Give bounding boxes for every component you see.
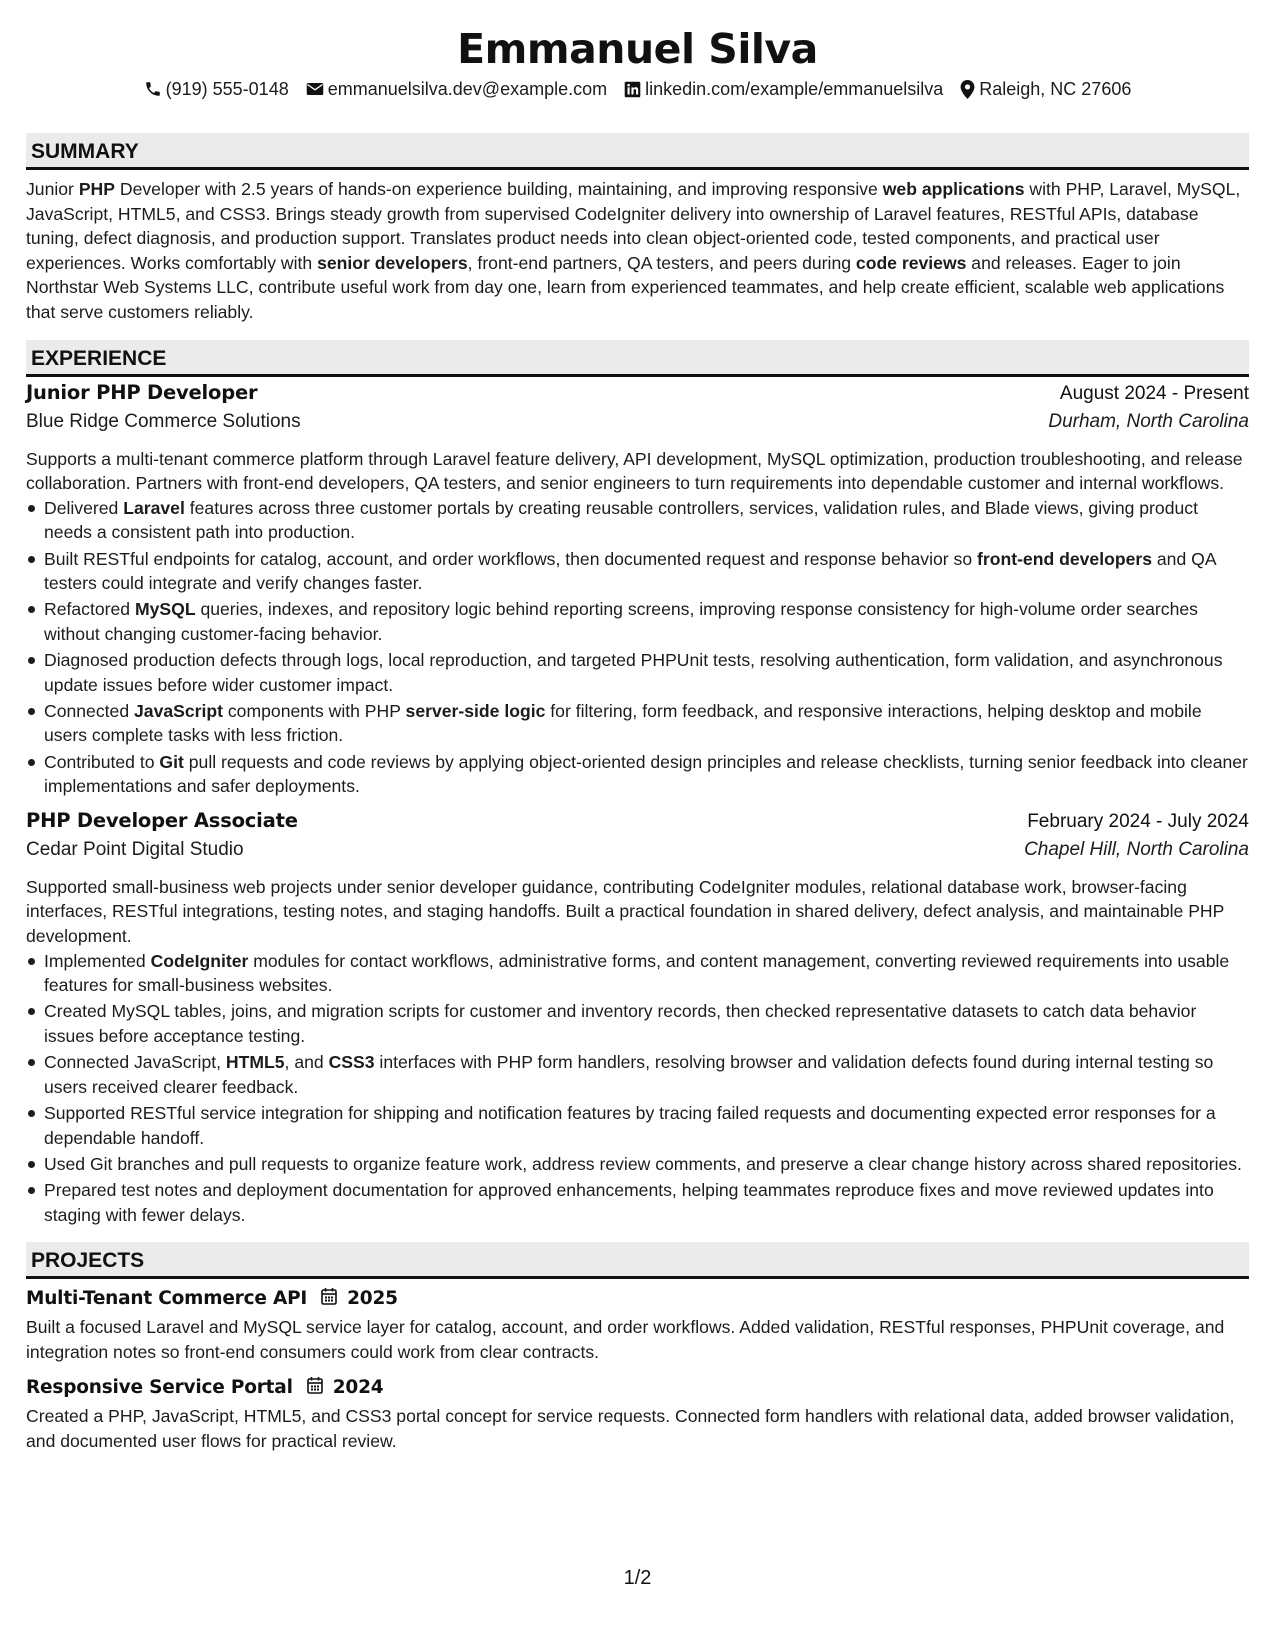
job-company-row bbox=[26, 411, 1249, 442]
project-entry bbox=[26, 1374, 1249, 1453]
text-run: Created MySQL tables, joins, and migration scripts for customer and inventory records, then checked representative datasets to catch data behavior issues before acceptance testing. bbox=[44, 1001, 1197, 1046]
email-link[interactable]: emmanuelsilva.dev@example.com bbox=[327, 79, 608, 99]
emphasized-text: front-end developers bbox=[977, 548, 1152, 569]
job-entry bbox=[26, 381, 1249, 799]
project-title-row bbox=[26, 1285, 1249, 1312]
text-run: Delivered bbox=[44, 497, 124, 518]
job-title: PHP Developer Associate bbox=[26, 808, 298, 832]
emphasized-text: web applications bbox=[882, 179, 1025, 199]
text-run: Junior bbox=[26, 179, 79, 199]
project-year: 2025 bbox=[347, 1288, 398, 1310]
project-entry bbox=[26, 1285, 1249, 1364]
section-header-experience: EXPERIENCE bbox=[26, 340, 1249, 377]
project-year-group bbox=[307, 1376, 384, 1399]
bullet-item bbox=[26, 547, 1249, 596]
phone-icon bbox=[144, 80, 162, 98]
emphasized-text: server-side logic bbox=[405, 700, 546, 721]
section-header-summary: SUMMARY bbox=[26, 133, 1249, 170]
bullet-item bbox=[26, 496, 1249, 545]
phone-text: (919) 555-0148 bbox=[165, 79, 289, 99]
text-run: pull requests and code reviews by applying object-oriented design principles and release checklists, turning senior feedback into cleaner implementations and safer deployments. bbox=[44, 751, 1248, 797]
job-dates: August 2024 - Present bbox=[1059, 382, 1249, 404]
job-dates: February 2024 - July 2024 bbox=[1027, 810, 1249, 832]
summary-text bbox=[26, 177, 1249, 325]
emphasized-text: PHP bbox=[78, 179, 115, 199]
project-year: 2024 bbox=[332, 1377, 384, 1399]
text-run: Contributed to bbox=[44, 751, 160, 772]
project-description: Created a PHP, JavaScript, HTML5, and CSS3 portal concept for service requests. Connected form handlers with relational data, added browser validation, and documented user flows for practical review. bbox=[26, 1406, 1235, 1451]
resume-page bbox=[26, 0, 1249, 1454]
emphasized-text: senior developers bbox=[317, 252, 468, 273]
candidate-name: Emmanuel Silva bbox=[457, 25, 818, 73]
contact-phone bbox=[144, 77, 289, 101]
bullet-item bbox=[26, 1101, 1249, 1150]
bullet-item bbox=[26, 999, 1249, 1048]
text-run: and releases. Eager to join Northstar Web Systems LLC, contribute useful work from day one, learn from experienced teammates, and help create efficient, scalable web applications that serve customers reliably. bbox=[26, 252, 1225, 322]
calendar-icon bbox=[321, 1287, 337, 1310]
contact-location bbox=[960, 77, 1131, 101]
text-run: Diagnosed production defects through logs, local reproduction, and targeted PHPUnit tests, resolving authentication, form validation, and asynchronous update issues before wider customer impact. bbox=[44, 650, 1223, 695]
job-title: Junior PHP Developer bbox=[26, 380, 258, 404]
map-pin-icon bbox=[960, 80, 975, 99]
project-name: Responsive Service Portal bbox=[26, 1377, 293, 1399]
job-description: Supports a multi-tenant commerce platform through Laravel feature delivery, API development, MySQL optimization, production troubleshooting, and release collaboration. Partners with front-end developers, QA testers, and senior engineers to turn requirements into dependable customer and internal workflows. bbox=[26, 448, 1243, 494]
emphasized-text: MySQL bbox=[134, 599, 196, 620]
text-run: Implemented bbox=[44, 950, 151, 971]
emphasized-text: Laravel bbox=[123, 497, 185, 518]
contact-linkedin[interactable] bbox=[624, 77, 943, 101]
location-text: Raleigh, NC 27606 bbox=[979, 79, 1132, 99]
job-title-row bbox=[26, 809, 1249, 839]
page-number: 1/2 bbox=[623, 1567, 652, 1589]
emphasized-text: JavaScript bbox=[134, 700, 223, 721]
linkedin-link[interactable]: linkedin.com/example/emmanuelsilva bbox=[645, 79, 944, 99]
text-run: Prepared test notes and deployment documentation for approved enhancements, helping teammates reproduce fixes and move reviewed updates into staging with fewer delays. bbox=[44, 1179, 1214, 1225]
job-bullets bbox=[26, 496, 1249, 799]
text-run: interfaces with PHP form handlers, resolving browser and validation defects found during internal testing so users received clearer feedback. bbox=[44, 1052, 1214, 1097]
project-name: Multi-Tenant Commerce API bbox=[26, 1288, 308, 1310]
job-description: Supported small-business web projects under senior developer guidance, contributing CodeIgniter modules, relational database work, browser-facing interfaces, RESTful integrations, testing notes, and staging handoffs. Built a practical foundation in shared delivery, defect analysis, and maintainable PHP development. bbox=[26, 876, 1225, 947]
text-run: , and bbox=[284, 1052, 329, 1073]
text-run: , front-end partners, QA testers, and peers during bbox=[467, 252, 856, 273]
emphasized-text: CodeIgniter bbox=[150, 950, 249, 971]
emphasized-text: code reviews bbox=[855, 252, 967, 273]
text-run: Refactored bbox=[44, 599, 135, 620]
text-run: Connected JavaScript, bbox=[44, 1052, 226, 1073]
text-run: Supported RESTful service integration for shipping and notification features by tracing failed requests and documenting expected error responses for a dependable handoff. bbox=[44, 1102, 1216, 1148]
text-run: Developer with 2.5 years of hands-on experience building, maintaining, and improving responsive bbox=[115, 179, 883, 199]
envelope-icon bbox=[306, 81, 324, 97]
contact-email[interactable] bbox=[306, 77, 607, 101]
bullet-item bbox=[26, 699, 1249, 748]
text-run: with PHP, Laravel, MySQL, JavaScript, HTML5, and CSS3. Brings steady growth from supervised CodeIgniter delivery into ownership of Laravel features, RESTful APIs, database tuning, defect diagnosis, and production support. Translates product needs into clean object-oriented code, tested components, and practical user experiences. Works comfortably with bbox=[26, 179, 1241, 273]
calendar-icon bbox=[307, 1376, 323, 1399]
project-title-row bbox=[26, 1374, 1249, 1401]
job-company-row bbox=[26, 839, 1249, 870]
bullet-item bbox=[26, 1050, 1249, 1099]
section-header-projects: PROJECTS bbox=[26, 1242, 1249, 1279]
text-run: and QA testers could integrate and verify changes faster. bbox=[44, 548, 1216, 594]
job-location: Durham, North Carolina bbox=[1048, 410, 1249, 432]
project-description: Built a focused Laravel and MySQL service layer for catalog, account, and order workflows. Added validation, RESTful responses, PHPUnit coverage, and integration notes so front-end consumers could work from clear contracts. bbox=[26, 1317, 1225, 1362]
text-run: for filtering, form feedback, and responsive interactions, helping desktop and mobile users complete tasks with less friction. bbox=[44, 700, 1202, 746]
text-run: components with PHP bbox=[223, 700, 406, 721]
bullet-item bbox=[26, 1178, 1249, 1227]
contact-row bbox=[26, 77, 1249, 101]
text-run: queries, indexes, and repository logic behind reporting screens, improving response consistency for high-volume order searches without changing customer-facing behavior. bbox=[44, 599, 1198, 644]
text-run: Built RESTful endpoints for catalog, account, and order workflows, then documented request and response behavior so bbox=[44, 548, 978, 569]
emphasized-text: Git bbox=[159, 751, 184, 772]
job-title-row bbox=[26, 381, 1249, 411]
text-run: features across three customer portals by creating reusable controllers, services, validation rules, and Blade views, giving product needs a consistent path into production. bbox=[44, 497, 1198, 543]
bullet-item bbox=[26, 1152, 1249, 1177]
bullet-item bbox=[26, 949, 1249, 998]
job-company: Cedar Point Digital Studio bbox=[26, 838, 244, 860]
linkedin-icon bbox=[624, 81, 641, 98]
emphasized-text: HTML5 bbox=[225, 1052, 285, 1073]
job-company: Blue Ridge Commerce Solutions bbox=[26, 410, 301, 432]
text-run: Connected bbox=[44, 700, 134, 721]
bullet-item bbox=[26, 597, 1249, 646]
emphasized-text: CSS3 bbox=[328, 1052, 375, 1073]
job-location: Chapel Hill, North Carolina bbox=[1024, 838, 1249, 860]
job-entry bbox=[26, 809, 1249, 1227]
project-year-group bbox=[321, 1287, 398, 1310]
bullet-item bbox=[26, 750, 1249, 799]
job-bullets bbox=[26, 949, 1249, 1228]
text-run: Used Git branches and pull requests to organize feature work, address review comments, and preserve a clear change history across shared repositories. bbox=[44, 1153, 1242, 1174]
text-run: modules for contact workflows, administrative forms, and content management, converting reviewed requirements into usable features for small-business websites. bbox=[44, 950, 1230, 996]
bullet-item bbox=[26, 648, 1249, 697]
